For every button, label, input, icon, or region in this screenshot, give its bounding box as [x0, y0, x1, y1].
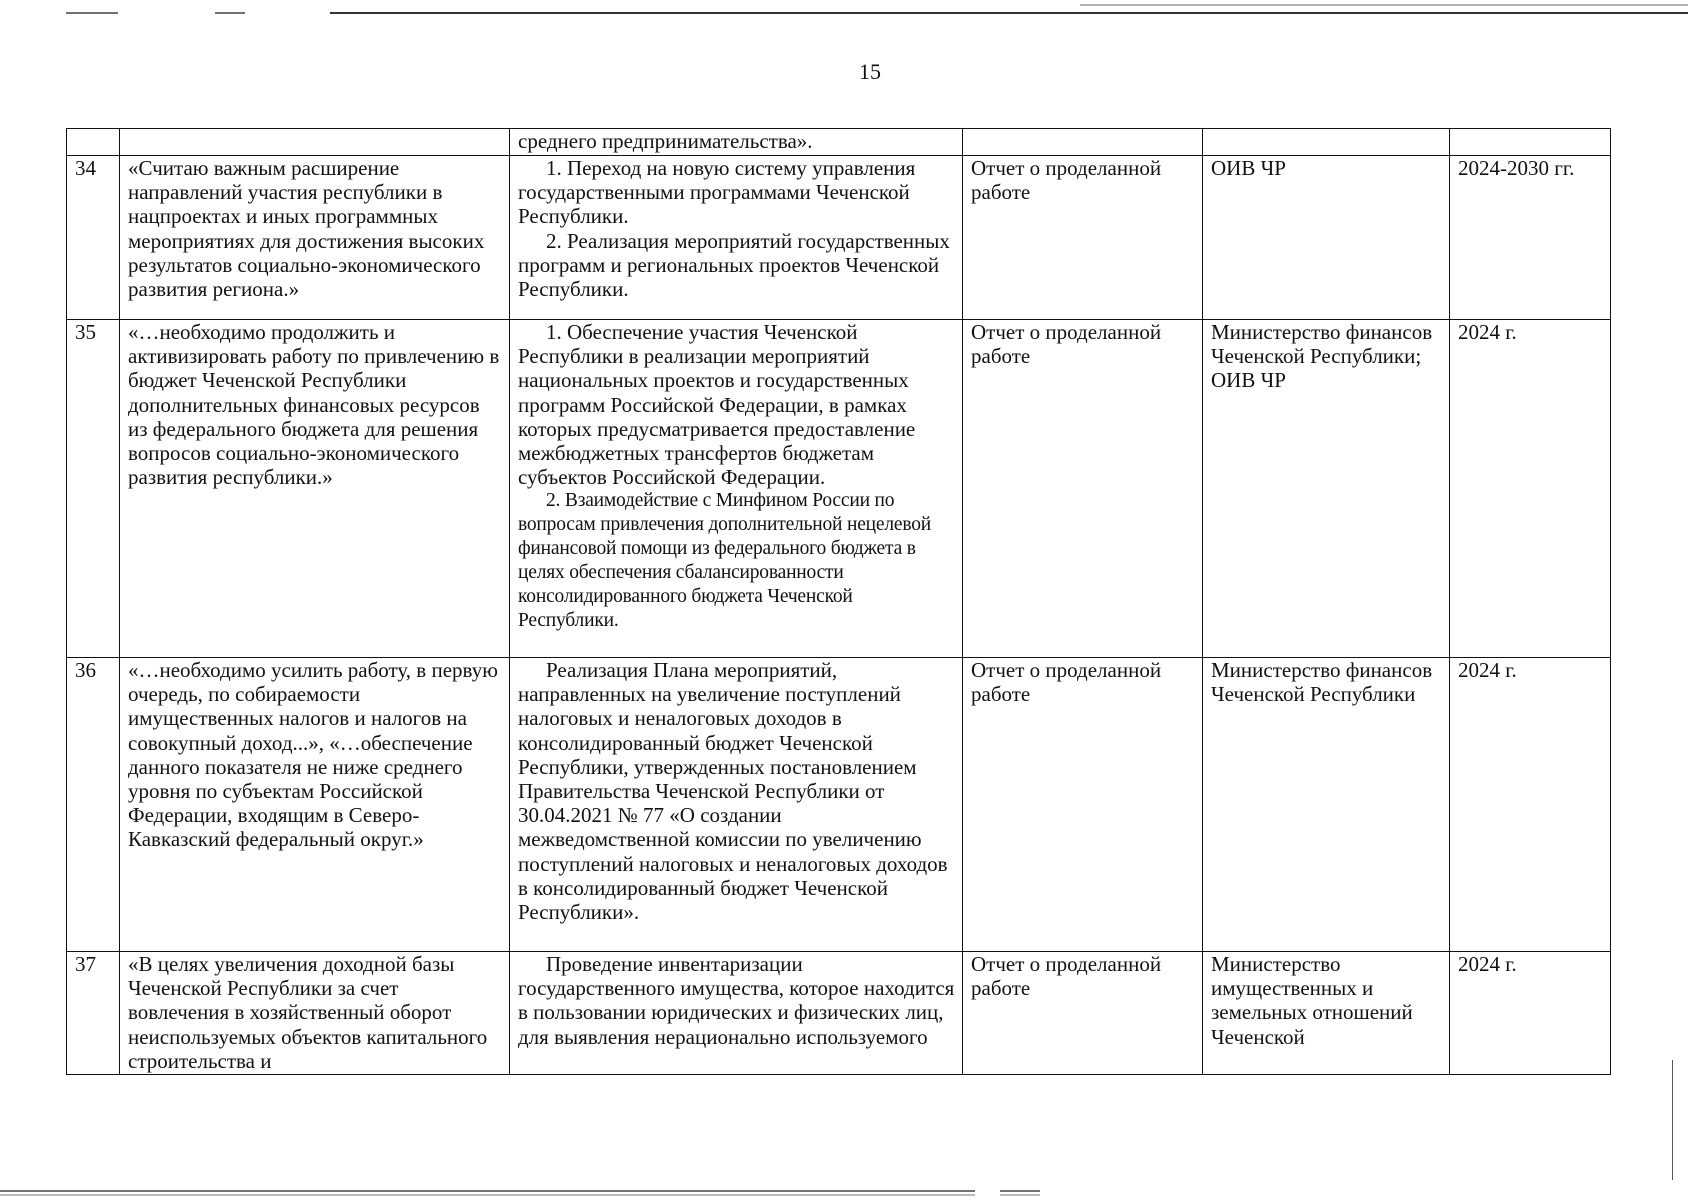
responsible-cell	[1203, 156, 1450, 320]
responsible-line: ОИВ ЧР	[1211, 368, 1286, 393]
responsible-cell	[1203, 952, 1450, 1075]
responsible-cell	[1203, 658, 1450, 952]
table-row	[67, 320, 1611, 658]
scan-border-bottom	[0, 1185, 1688, 1200]
table-row-continuation	[67, 129, 1611, 156]
term-text: 2024 г.	[1450, 952, 1611, 1075]
row-number: 34	[67, 156, 120, 320]
measure-cell	[510, 952, 963, 1075]
report-form: Отчет о проделанной работе	[963, 320, 1203, 658]
scan-border-top	[0, 0, 1688, 20]
measure-item: 2. Взаимодействие с Минфином России по вопросам привлечения дополнительной нецелевой финансовой помощи из федерального бюджета в целях обеспечения сбалансированности консолидированного бюджета Чеченской Республики.	[518, 490, 931, 632]
report-form: Отчет о проделанной работе	[963, 952, 1203, 1075]
report-form: Отчет о проделанной работе	[963, 156, 1203, 320]
quote-text: «В целях увеличения доходной базы Чеченской Республики за счет вовлечения в хозяйственный оборот неиспользуемых объектов капитального строительства и	[120, 952, 510, 1075]
table-row	[67, 658, 1611, 952]
scan-edge-mark	[1672, 1060, 1677, 1180]
measure-cell	[510, 129, 963, 156]
responsible-line: Министерство финансов Чеченской Республики	[1211, 658, 1433, 707]
measure-item: 1. Обеспечение участия Чеченской Республики в реализации мероприятий национальных проектов и государственных программ Российской Федерации, в рамках которых предусматривается предоставление межбюджетных трансфертов бюджетам субъектов Российской Федерации.	[518, 320, 916, 490]
num-cell	[67, 129, 120, 156]
measure-item: 2. Реализация мероприятий государственных программ и региональных проектов Чеченской Республики.	[518, 228, 950, 302]
measure-item: Реализация Плана мероприятий, направленных на увеличение поступлений налоговых и неналоговых доходов в консолидированный бюджет Чеченской Республики, утвержденных постановлением Правительства Чеченской Республики от 30.04.2021 № 77 «О создании межведомственной комиссии по увеличению поступлений налоговых и неналоговых доходов в консолидированный бюджет Чеченской Республики».	[518, 658, 948, 925]
report-cell	[963, 129, 1203, 156]
quote-text: «…необходимо усилить работу, в первую очередь, по собираемости имущественных налогов и налогов на совокупный доход...», «…обеспечение данного показателя не ниже среднего уровня по субъектам Российской Федерации, входящим в Северо-Кавказский федеральный округ.»	[120, 658, 510, 952]
row-number: 36	[67, 658, 120, 952]
term-text: 2024 г.	[1450, 320, 1611, 658]
measure-item: 1. Переход на новую систему управления государственными программами Чеченской Республики.	[518, 156, 916, 229]
quote-text: «…необходимо продолжить и активизировать работу по привлечению в бюджет Чеченской Республики дополнительных финансовых ресурсов из федерального бюджета для решения вопросов социально-экономического развития республики.»	[120, 320, 510, 658]
responsible-cell	[1203, 129, 1450, 156]
report-form: Отчет о проделанной работе	[963, 658, 1203, 952]
term-cell	[1450, 129, 1611, 156]
responsible-line: Министерство финансов Чеченской Республики;	[1211, 320, 1433, 369]
responsible-cell	[1203, 320, 1450, 658]
quote-text: «Считаю важным расширение направлений участия республики в нацпроектах и иных программных мероприятиях для достижения высоких результатов социально-экономического развития региона.»	[120, 156, 510, 320]
table-row	[67, 952, 1611, 1075]
measures-table	[66, 128, 1611, 1075]
term-text: 2024-2030 гг.	[1450, 156, 1611, 320]
responsible-line: ОИВ ЧР	[1211, 156, 1286, 180]
row-number: 37	[67, 952, 120, 1075]
measure-cell	[510, 320, 963, 658]
measure-text: среднего предпринимательства».	[518, 129, 813, 153]
measure-item: Проведение инвентаризации государственного имущества, которое находится в пользовании юридических и физических лиц, для выявления нерационально используемого	[518, 952, 955, 1049]
page-number: 15	[859, 59, 881, 84]
term-text: 2024 г.	[1450, 658, 1611, 952]
table-row	[67, 156, 1611, 320]
measure-cell	[510, 658, 963, 952]
quote-cell	[120, 129, 510, 156]
responsible-line: Министерство имущественных и земельных отношений Чеченской	[1211, 952, 1413, 1049]
row-number: 35	[67, 320, 120, 658]
measure-cell	[510, 156, 963, 320]
